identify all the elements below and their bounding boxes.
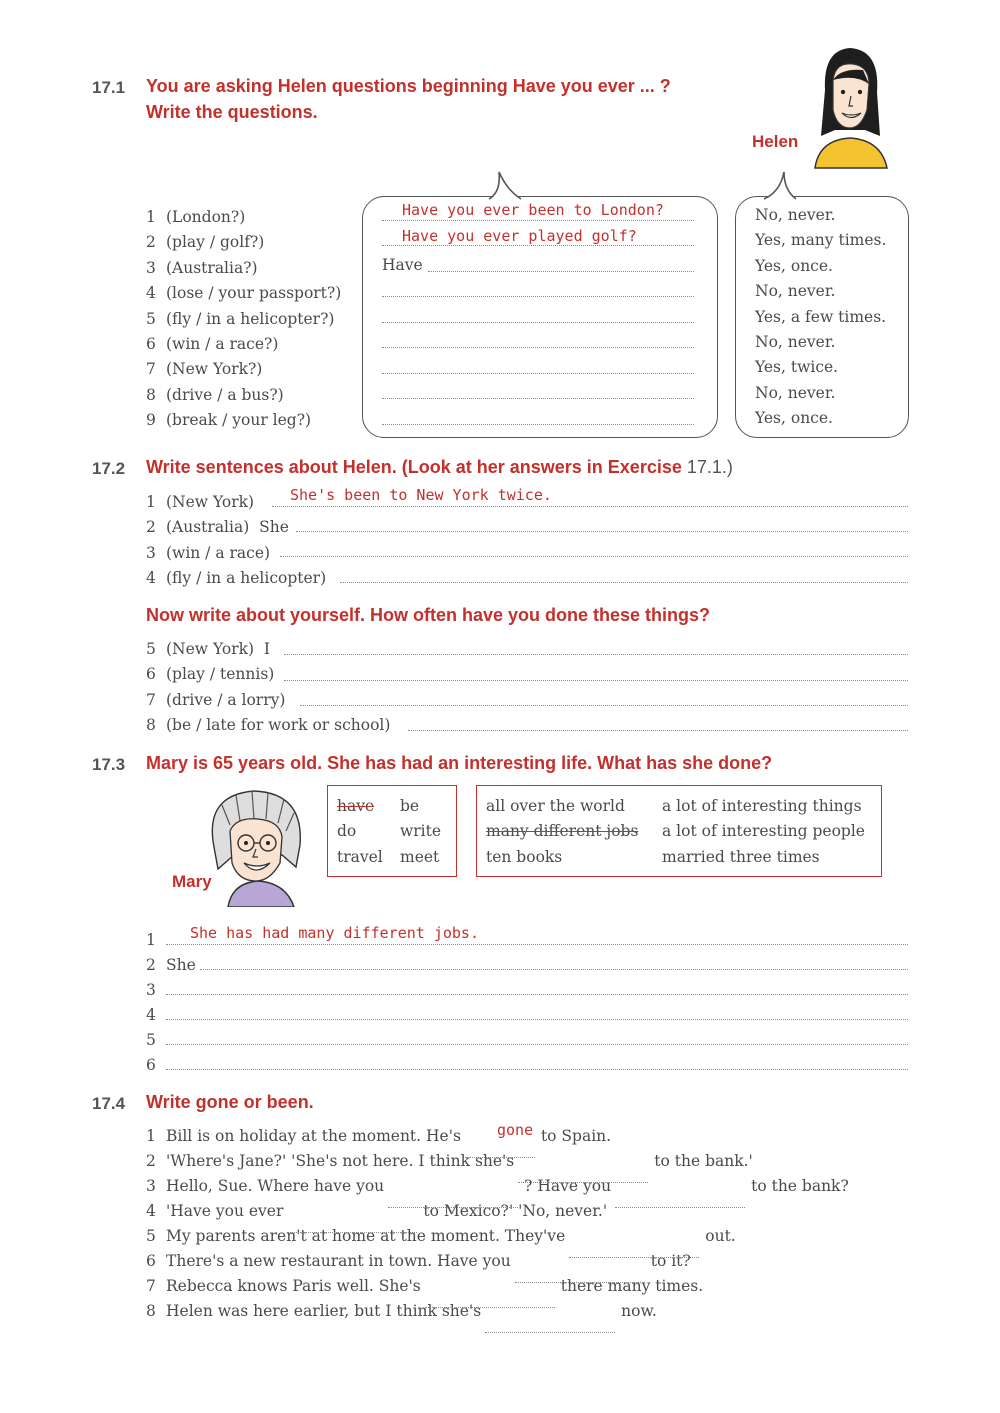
answer-line[interactable] [425,1307,555,1308]
list-item: 5 (New York) I [146,640,271,658]
example-answer: Have you ever played golf? [402,227,637,245]
list-item: 7 Rebecca knows Paris well. She's there many times. [146,1277,704,1295]
list-item: No, never. [755,282,836,301]
answer-line[interactable] [166,1019,908,1020]
mary-illustration [200,785,315,907]
answer-line[interactable] [485,1332,615,1333]
exercise-number: 17.1 [92,78,126,97]
list-item: 5 (fly / in a helicopter?) [146,309,335,328]
sentence-list [146,637,390,739]
verb-item: have [337,797,375,815]
exercise-number: 17.3 [92,755,126,774]
answer-line[interactable] [382,347,694,348]
gap-fill-list [146,1124,849,1324]
verb-item: be [400,797,420,815]
list-item: 2 She [146,956,196,974]
list-item: 8 (drive / a bus?) [146,385,284,404]
list-item: No, never. [755,383,836,402]
answer-starter: Have [382,256,423,274]
example-answer: Have you ever been to London? [402,201,664,219]
list-item: 1 [146,931,156,949]
helen-label: Helen [752,132,799,151]
mary-label: Mary [172,872,212,891]
list-item: 1 (London?) [146,208,246,226]
helen-illustration [805,40,895,175]
answer-line[interactable] [382,373,694,374]
answer-line[interactable] [200,969,908,970]
list-item: 3 Hello, Sue. Where have you ? Have you to the bank? [146,1177,849,1195]
phrase-item: married three times [662,847,820,866]
answer-line[interactable] [296,531,908,532]
list-item: Yes, a few times. [755,307,887,326]
verb-item: meet [400,847,440,866]
answer-line[interactable] [280,556,908,557]
list-item: 2 (play / golf?) [146,233,265,252]
list-item: 4 [146,1006,156,1024]
list-item: 5 My parents aren't at home at the moment. They've out. [146,1227,736,1245]
list-item: 6 (win / a race?) [146,335,279,354]
list-item: No, never. [755,333,836,352]
phrases-col-2 [662,794,865,870]
answer-line[interactable] [569,1257,699,1258]
list-item: 8 Helen was here earlier, but I think she's now. [146,1302,657,1320]
prompt-list [146,205,341,434]
sentence-list [146,928,196,1078]
phrase-item: a lot of interesting people [662,822,865,841]
list-item: 5 [146,1031,156,1049]
heading-line: Write the questions. [146,102,318,122]
verb-item: travel [337,847,383,866]
verbs-col-2 [400,794,441,870]
list-item: 8 (be / late for work or school) [146,716,391,735]
list-item: Yes, once. [755,256,833,275]
example-answer: gone [497,1121,534,1139]
answer-line[interactable] [272,506,908,507]
list-item: 7 (drive / a lorry) [146,690,286,709]
speech-bubble-tail [760,170,800,200]
answer-line[interactable] [382,245,694,246]
answer-line[interactable] [388,1207,518,1208]
answer-line[interactable] [340,582,908,583]
answer-line[interactable] [166,944,908,945]
exercise-number: 17.4 [92,1094,126,1113]
phrase-item: a lot of interesting things [662,797,862,815]
answer-line[interactable] [518,1182,648,1183]
answer-line[interactable] [428,271,694,272]
answer-line[interactable] [287,1232,417,1233]
exercise-subheading: Now write about yourself. How often have you done these things? [146,605,711,625]
speech-bubble-tail [485,170,525,200]
exercise-heading: Write sentences about Helen. (Look at her answers in Exercise 17.1.) [146,457,733,477]
example-answer: She has had many different jobs. [190,924,479,942]
answer-line[interactable] [382,322,694,323]
phrase-item: many different jobs [486,822,639,841]
phrase-item: all over the world [486,797,625,815]
list-item: 3 [146,981,156,999]
list-item: 9 (break / your leg?) [146,411,312,430]
exercise-heading: Write gone or been. [146,1092,314,1112]
answer-line[interactable] [465,1157,535,1158]
list-item: 4 (fly / in a helicopter) [146,569,327,588]
list-item: 1 (New York) [146,493,255,511]
answer-line[interactable] [166,994,908,995]
answer-line[interactable] [408,730,908,731]
list-item: 2 (Australia) She [146,518,289,537]
answer-line[interactable] [515,1282,645,1283]
answer-line[interactable] [382,398,694,399]
list-item: 6 [146,1056,156,1074]
exercise-number: 17.2 [92,459,126,478]
answer-line[interactable] [166,1044,908,1045]
list-item: Yes, twice. [755,358,839,377]
list-item: 3 (win / a race) [146,543,271,562]
list-item: 1 Bill is on holiday at the moment. He's to Spain. [146,1127,612,1145]
helen-answers [755,203,886,432]
verb-item: do [337,822,357,841]
list-item: 6 (play / tennis) [146,665,275,684]
verb-item: write [400,822,442,841]
list-item: No, never. [755,206,836,224]
list-item: 7 (New York?) [146,360,263,379]
heading-line: You are asking Helen questions beginning Have you ever ... ? [146,76,671,96]
answer-line[interactable] [615,1207,745,1208]
list-item: Yes, many times. [755,231,887,250]
verbs-col-1 [337,794,383,870]
exercise-heading: Mary is 65 years old. She has had an interesting life. What has she done? [146,753,773,773]
list-item: 6 There's a new restaurant in town. Have you to it? [146,1252,691,1270]
answer-line[interactable] [382,424,694,425]
exercise-heading [146,73,671,125]
example-answer: She's been to New York twice. [290,486,552,504]
list-item: Yes, once. [755,409,833,428]
list-item: 2 'Where's Jane?' 'She's not here. I think she's to the bank.' [146,1152,753,1170]
answer-line[interactable] [166,1069,908,1070]
list-item: 4 'Have you ever to Mexico?' 'No, never.' [146,1202,608,1220]
phrases-col-1 [486,794,638,870]
answer-line[interactable] [284,654,908,655]
answer-line[interactable] [382,296,694,297]
answer-line[interactable] [284,680,908,681]
answer-line[interactable] [382,220,694,221]
list-item: 4 (lose / your passport?) [146,284,342,303]
phrase-item: ten books [486,847,563,866]
list-item: 3 (Australia?) [146,258,258,277]
answer-line[interactable] [300,705,908,706]
